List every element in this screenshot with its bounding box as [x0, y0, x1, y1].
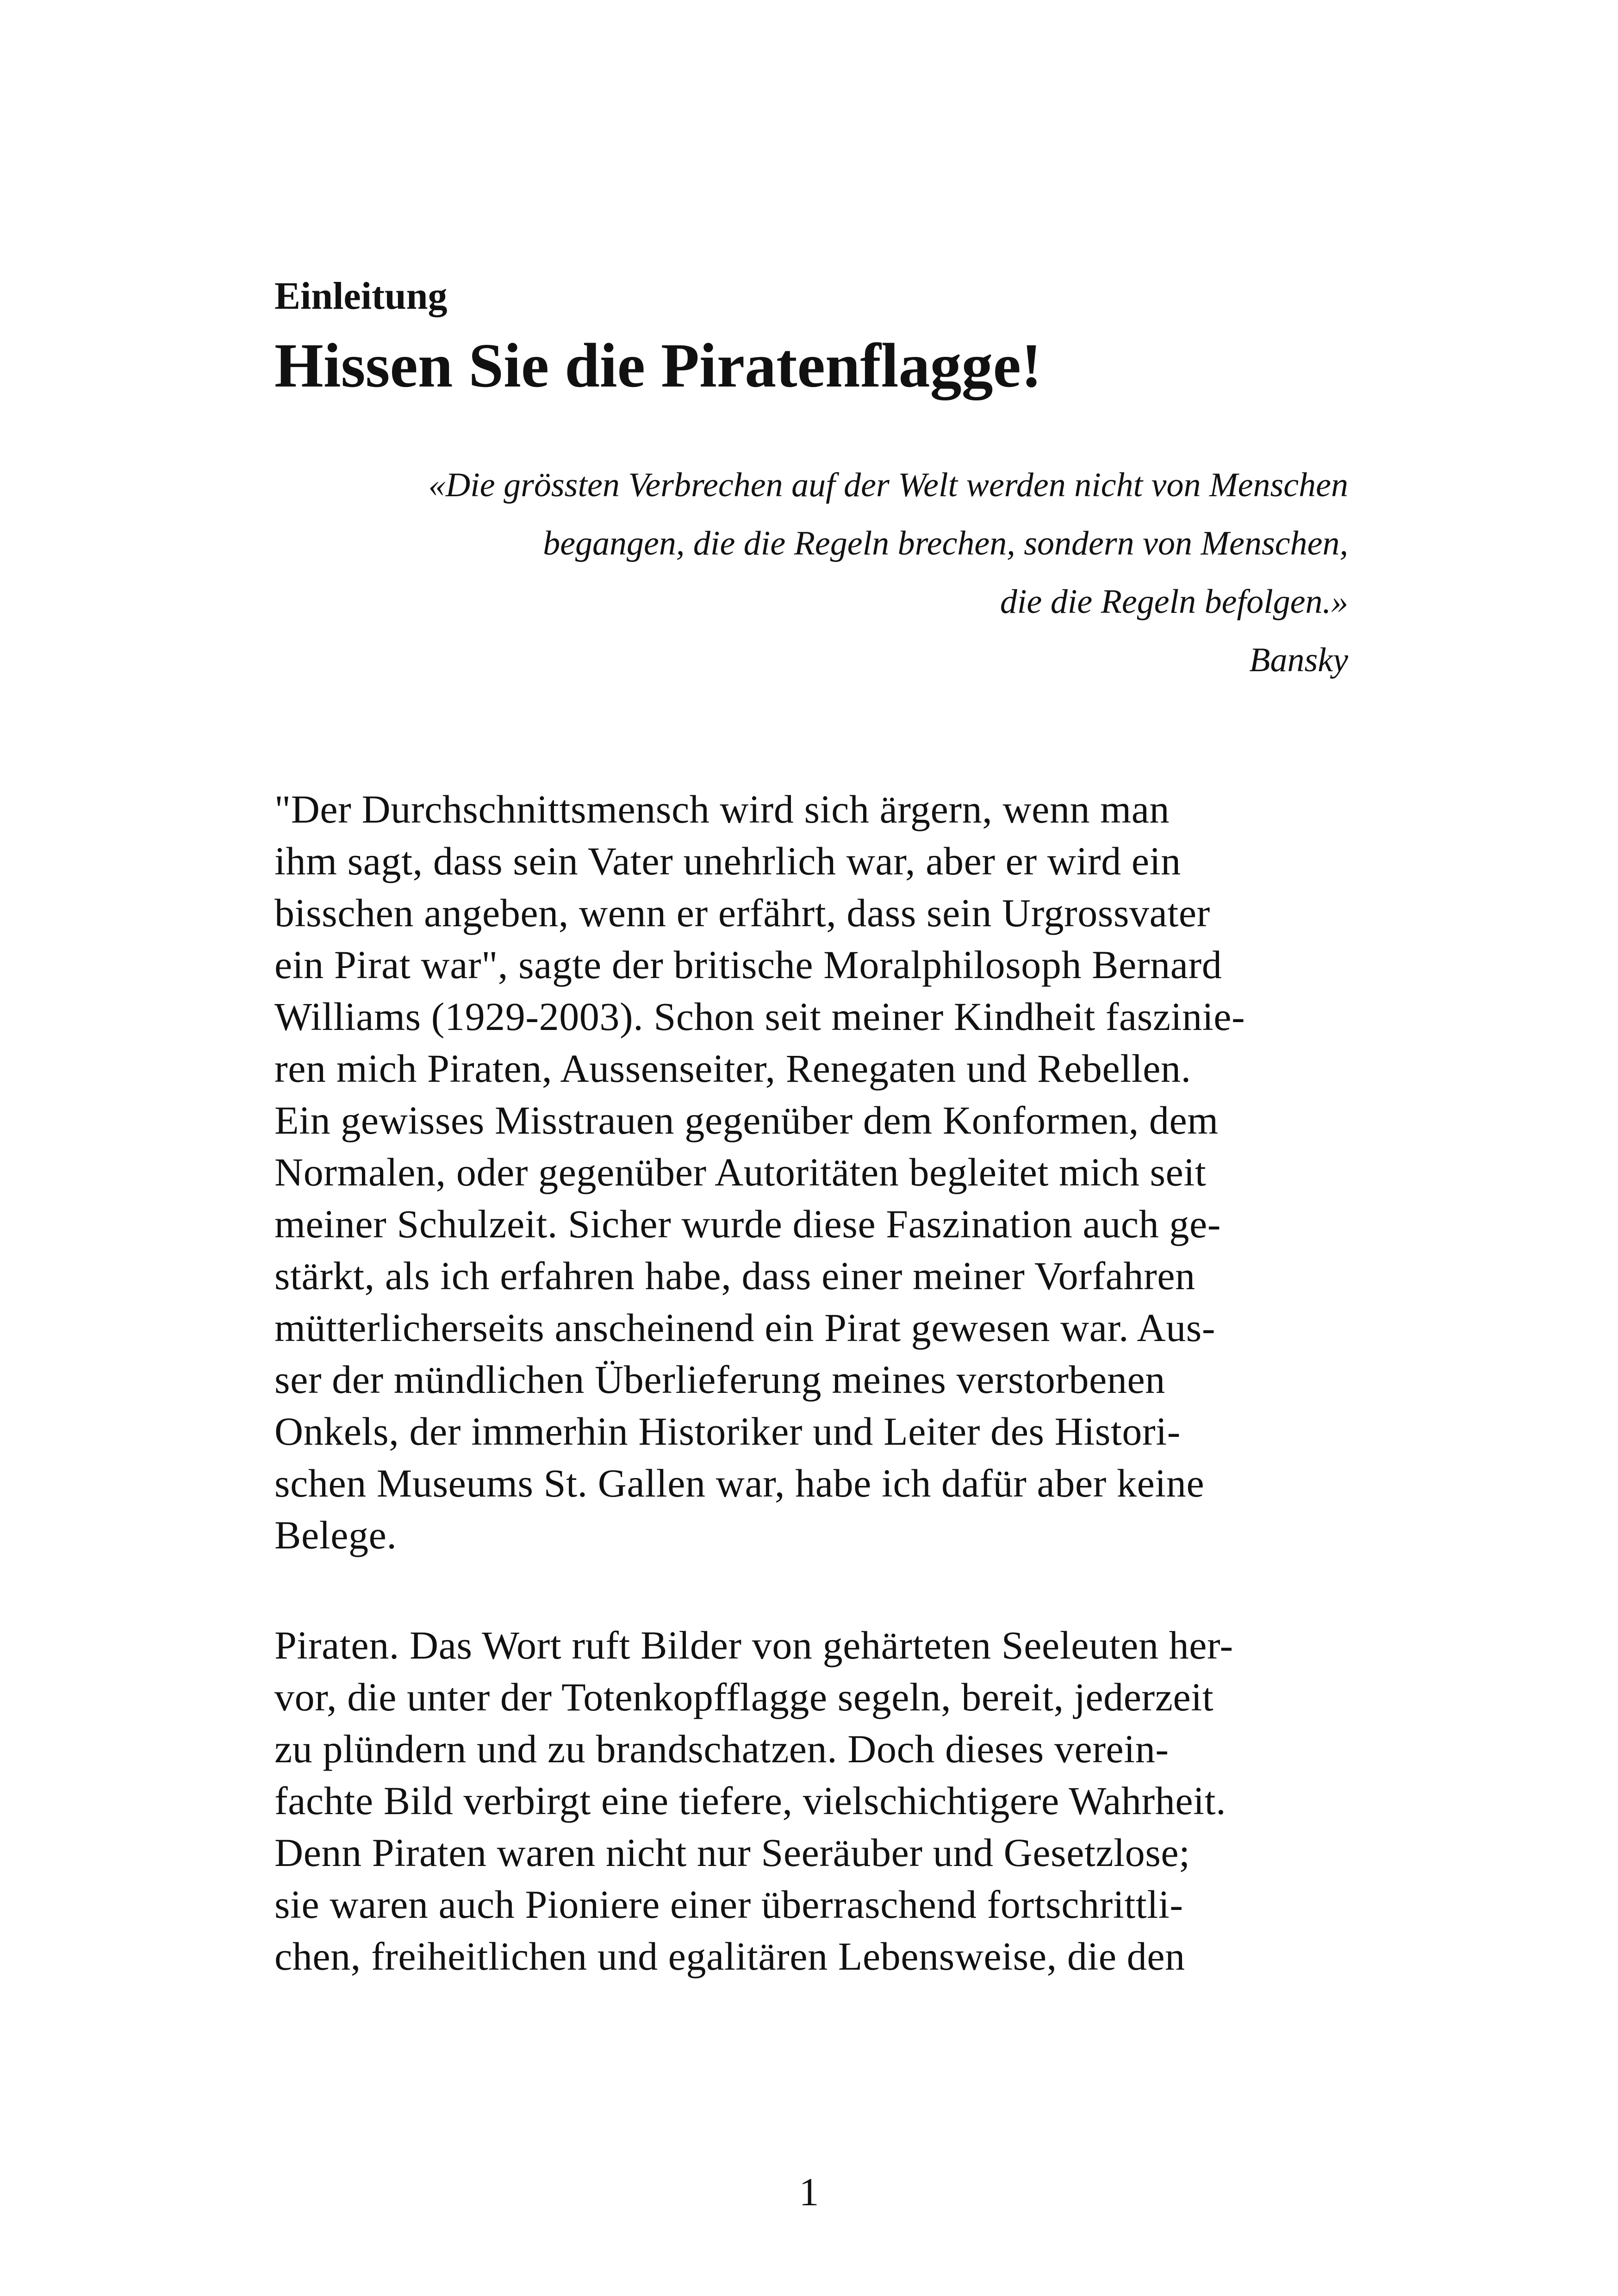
text-line: Ein gewisses Misstrauen gegenüber dem Konformen, dem — [274, 1098, 1219, 1142]
epigraph-line: die die Regeln befolgen.» — [1000, 583, 1348, 621]
text-line: mütterlicherseits anscheinend ein Pirat gewesen war. Aus- — [274, 1305, 1216, 1350]
text-line: Denn Piraten waren nicht nur Seeräuber und Gesetzlose; — [274, 1830, 1190, 1875]
body-paragraph — [274, 783, 1353, 1561]
text-line: Onkels, der immerhin Historiker und Leiter des Histori- — [274, 1409, 1181, 1454]
text-line: stärkt, als ich erfahren habe, dass einer meiner Vorfahren — [274, 1254, 1195, 1298]
text-line: fachte Bild verbirgt eine tiefere, vielschichtigere Wahrheit. — [274, 1778, 1226, 1823]
text-line: sie waren auch Pioniere einer überraschend fortschrittli- — [274, 1882, 1183, 1927]
text-line: Belege. — [274, 1513, 397, 1557]
text-line: bisschen angeben, wenn er erfährt, dass sein Urgrossvater — [274, 891, 1210, 935]
text-line: chen, freiheitlichen und egalitären Lebensweise, die den — [274, 1934, 1185, 1978]
text-line: schen Museums St. Gallen war, habe ich dafür aber keine — [274, 1461, 1205, 1505]
text-line: ihm sagt, dass sein Vater unehrlich war, aber er wird ein — [274, 839, 1181, 883]
chapter-label: Einleitung — [274, 275, 448, 318]
text-line: Williams (1929-2003). Schon seit meiner Kindheit faszinie- — [274, 994, 1245, 1039]
text-line: vor, die unter der Totenkopfflagge segeln, bereit, jederzeit — [274, 1675, 1214, 1719]
chapter-title: Hissen Sie die Piratenflagge! — [274, 331, 1042, 400]
epigraph-author: Bansky — [1249, 641, 1348, 679]
epigraph-quote — [274, 456, 1348, 689]
text-line: meiner Schulzeit. Sicher wurde diese Faszination auch ge- — [274, 1202, 1221, 1246]
text-line: zu plündern und zu brandschatzen. Doch dieses verein- — [274, 1727, 1169, 1771]
page-number: 1 — [799, 2170, 819, 2214]
text-line: Piraten. Das Wort ruft Bilder von gehärteten Seeleuten her- — [274, 1623, 1233, 1667]
text-line: "Der Durchschnittsmensch wird sich ärgern, wenn man — [274, 787, 1170, 831]
epigraph-line: begangen, die die Regeln brechen, sondern von Menschen, — [543, 524, 1348, 562]
text-line: ser der mündlichen Überlieferung meines verstorbenen — [274, 1357, 1165, 1402]
body-paragraph — [274, 1619, 1353, 1982]
text-line: ren mich Piraten, Aussenseiter, Renegaten und Rebellen. — [274, 1046, 1191, 1091]
text-line: ein Pirat war", sagte der britische Moralphilosoph Bernard — [274, 942, 1222, 987]
text-line: Normalen, oder gegenüber Autoritäten begleitet mich seit — [274, 1150, 1207, 1194]
epigraph-line: «Die grössten Verbrechen auf der Welt werden nicht von Menschen — [428, 466, 1348, 504]
